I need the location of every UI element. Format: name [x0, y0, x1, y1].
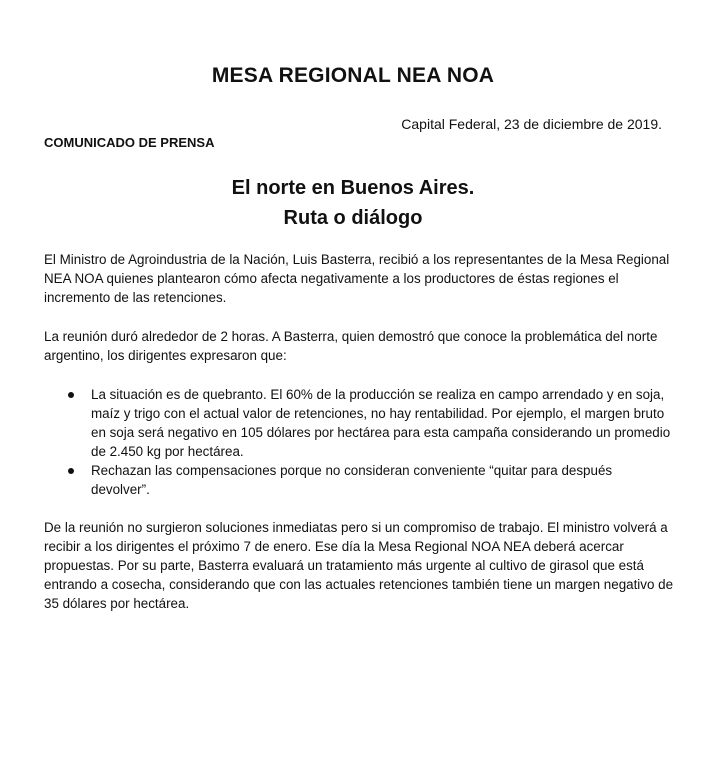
bullet-dot-icon: [68, 468, 74, 474]
headline: [0, 173, 706, 233]
bullet-dot-icon: [68, 392, 74, 398]
paragraph-closing: De la reunión no surgieron soluciones inmediatas pero si un compromiso de trabajo. El ministro volverá a recibir a los dirigentes el próximo 7 de enero. Ese día la Mesa Regional NOA NEA deberá acercar propuestas. Por su parte, Basterra evaluará un tratamiento más urgente al cultivo de girasol que está entrando a cosecha, considerando que con las actuales retenciones también tiene un margen negativo de 35 dólares por hectárea.: [44, 520, 674, 611]
bullet-text: La situación es de quebranto. El 60% de la producción se realiza en campo arrendado y en soja, maíz y trigo con el actual valor de retenciones, no hay rentabilidad. Por ejemplo, el margen bruto en soja será negativo en 105 dólares por hectárea para esta campaña considerando un promedio de 2.450 kg por hectárea.: [91, 387, 671, 459]
headline-line-1: El norte en Buenos Aires.: [231, 177, 475, 199]
dateline: Capital Federal, 23 de diciembre de 2019.: [401, 116, 662, 132]
bullet-item: [44, 461, 674, 499]
bullet-item: [44, 385, 674, 461]
document-title: MESA REGIONAL NEA NOA: [211, 64, 495, 87]
headline-line-2: Ruta o diálogo: [283, 207, 423, 229]
bullet-list: [44, 385, 674, 499]
paragraph-meeting: La reunión duró alrededor de 2 horas. A Basterra, quien demostró que conoce la problemática del norte argentino, los dirigentes expresaron que:: [44, 329, 658, 363]
bullet-text: Rechazan las compensaciones porque no consideran conveniente “quitar para después devolver”.: [91, 463, 613, 497]
paragraph-intro: El Ministro de Agroindustria de la Nación, Luis Basterra, recibió a los representantes de la Mesa Regional NEA NOA quienes plantearon cómo afecta negativamente a los productores de éstas regiones el incremento de las retenciones.: [44, 252, 670, 305]
press-release-label: COMUNICADO DE PRENSA: [44, 135, 215, 150]
